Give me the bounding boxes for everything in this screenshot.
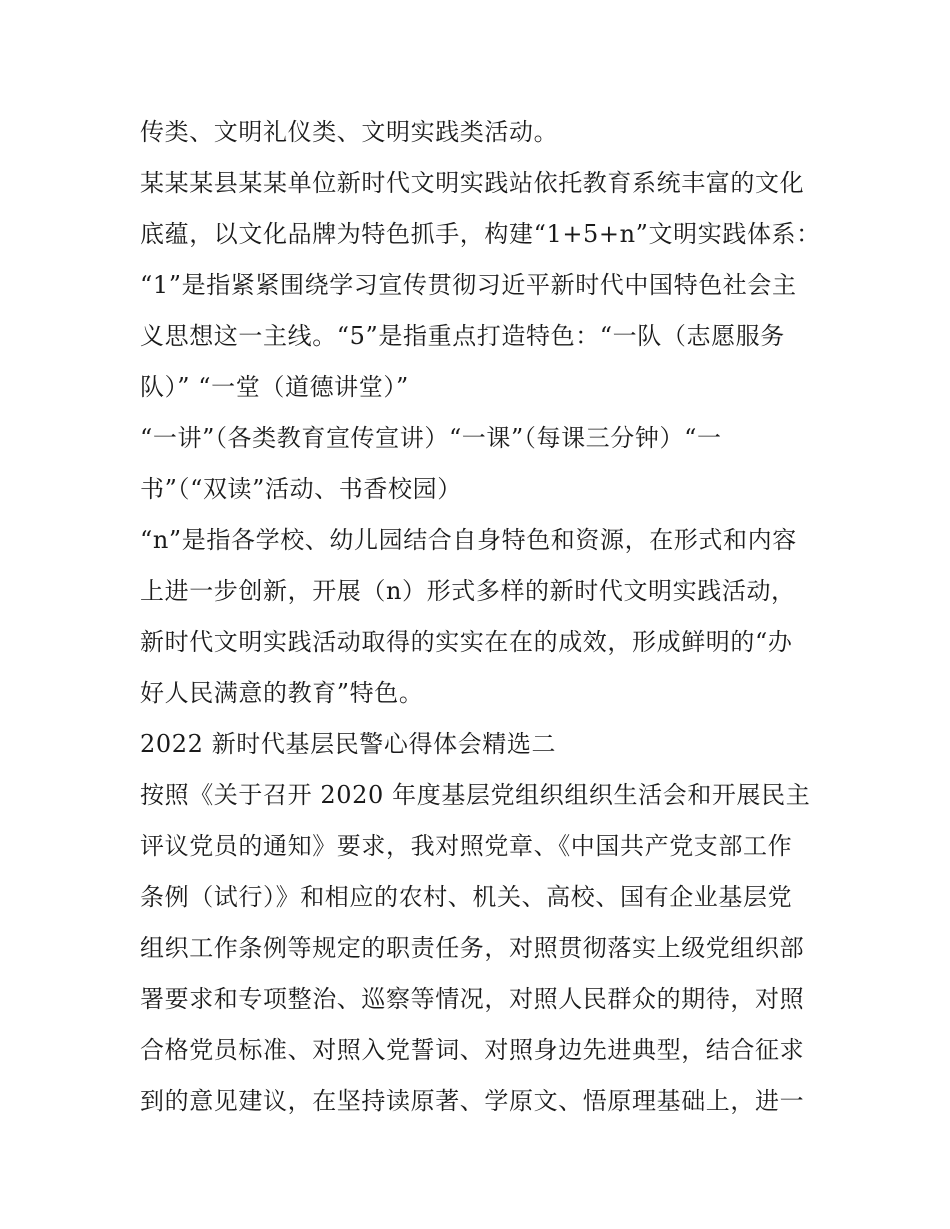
text-line-9: “n”是指各学校、幼儿园结合自身特色和资源，在形式和内容 [140,526,797,554]
document-body [140,107,820,1127]
text-line-6: 队）” “一堂（道德讲堂）” [140,373,409,401]
text-line-1: 传类、文明礼仪类、文明实践类活动。 [140,118,559,146]
text-line-5: 义思想这一主线。“5”是指重点打造特色：“一队（志愿服务 [140,322,785,350]
section-heading: 2022 新时代基层民警心得体会精选二 [140,730,557,758]
text-line-15: 评议党员的通知》要求，我对照党章、《中国共产党支部工作 [140,832,793,860]
text-line-10: 上进一步创新，开展（n）形式多样的新时代文明实践活动， [140,577,796,605]
text-line-17: 组织工作条例等规定的职责任务，对照贯彻落实上级党组织部 [140,934,805,962]
text-line-3: 底蕴，以文化品牌为特色抓手，构建“1+5+n”文明实践体系： [140,220,821,248]
text-line-14: 按照《关于召开 2020 年度基层党组织组织生活会和开展民主 [140,781,811,809]
text-line-16: 条例（试行）》和相应的农村、机关、高校、国有企业基层党 [140,883,793,911]
text-line-12: 好人民满意的教育”特色。 [140,679,424,707]
text-line-19: 合格党员标准、对照入党誓词、对照身边先进典型，结合征求 [140,1036,805,1064]
text-line-2: 某某某县某某单位新时代文明实践站依托教育系统丰富的文化 [140,169,805,197]
text-line-4: “1”是指紧紧围绕学习宣传贯彻习近平新时代中国特色社会主 [140,271,797,299]
text-line-7: “一讲”（各类教育宣传宣讲）“一课”（每课三分钟）“一 [140,424,722,452]
text-line-18: 署要求和专项整治、巡察等情况，对照人民群众的期待，对照 [140,985,805,1013]
text-line-11: 新时代文明实践活动取得的实实在在的成效，形成鲜明的“办 [140,628,793,656]
text-line-8: 书”（“双读”活动、书香校园） [140,475,462,503]
text-line-20: 到的意见建议，在坚持读原著、学原文、悟原理基础上，进一 [140,1087,805,1115]
